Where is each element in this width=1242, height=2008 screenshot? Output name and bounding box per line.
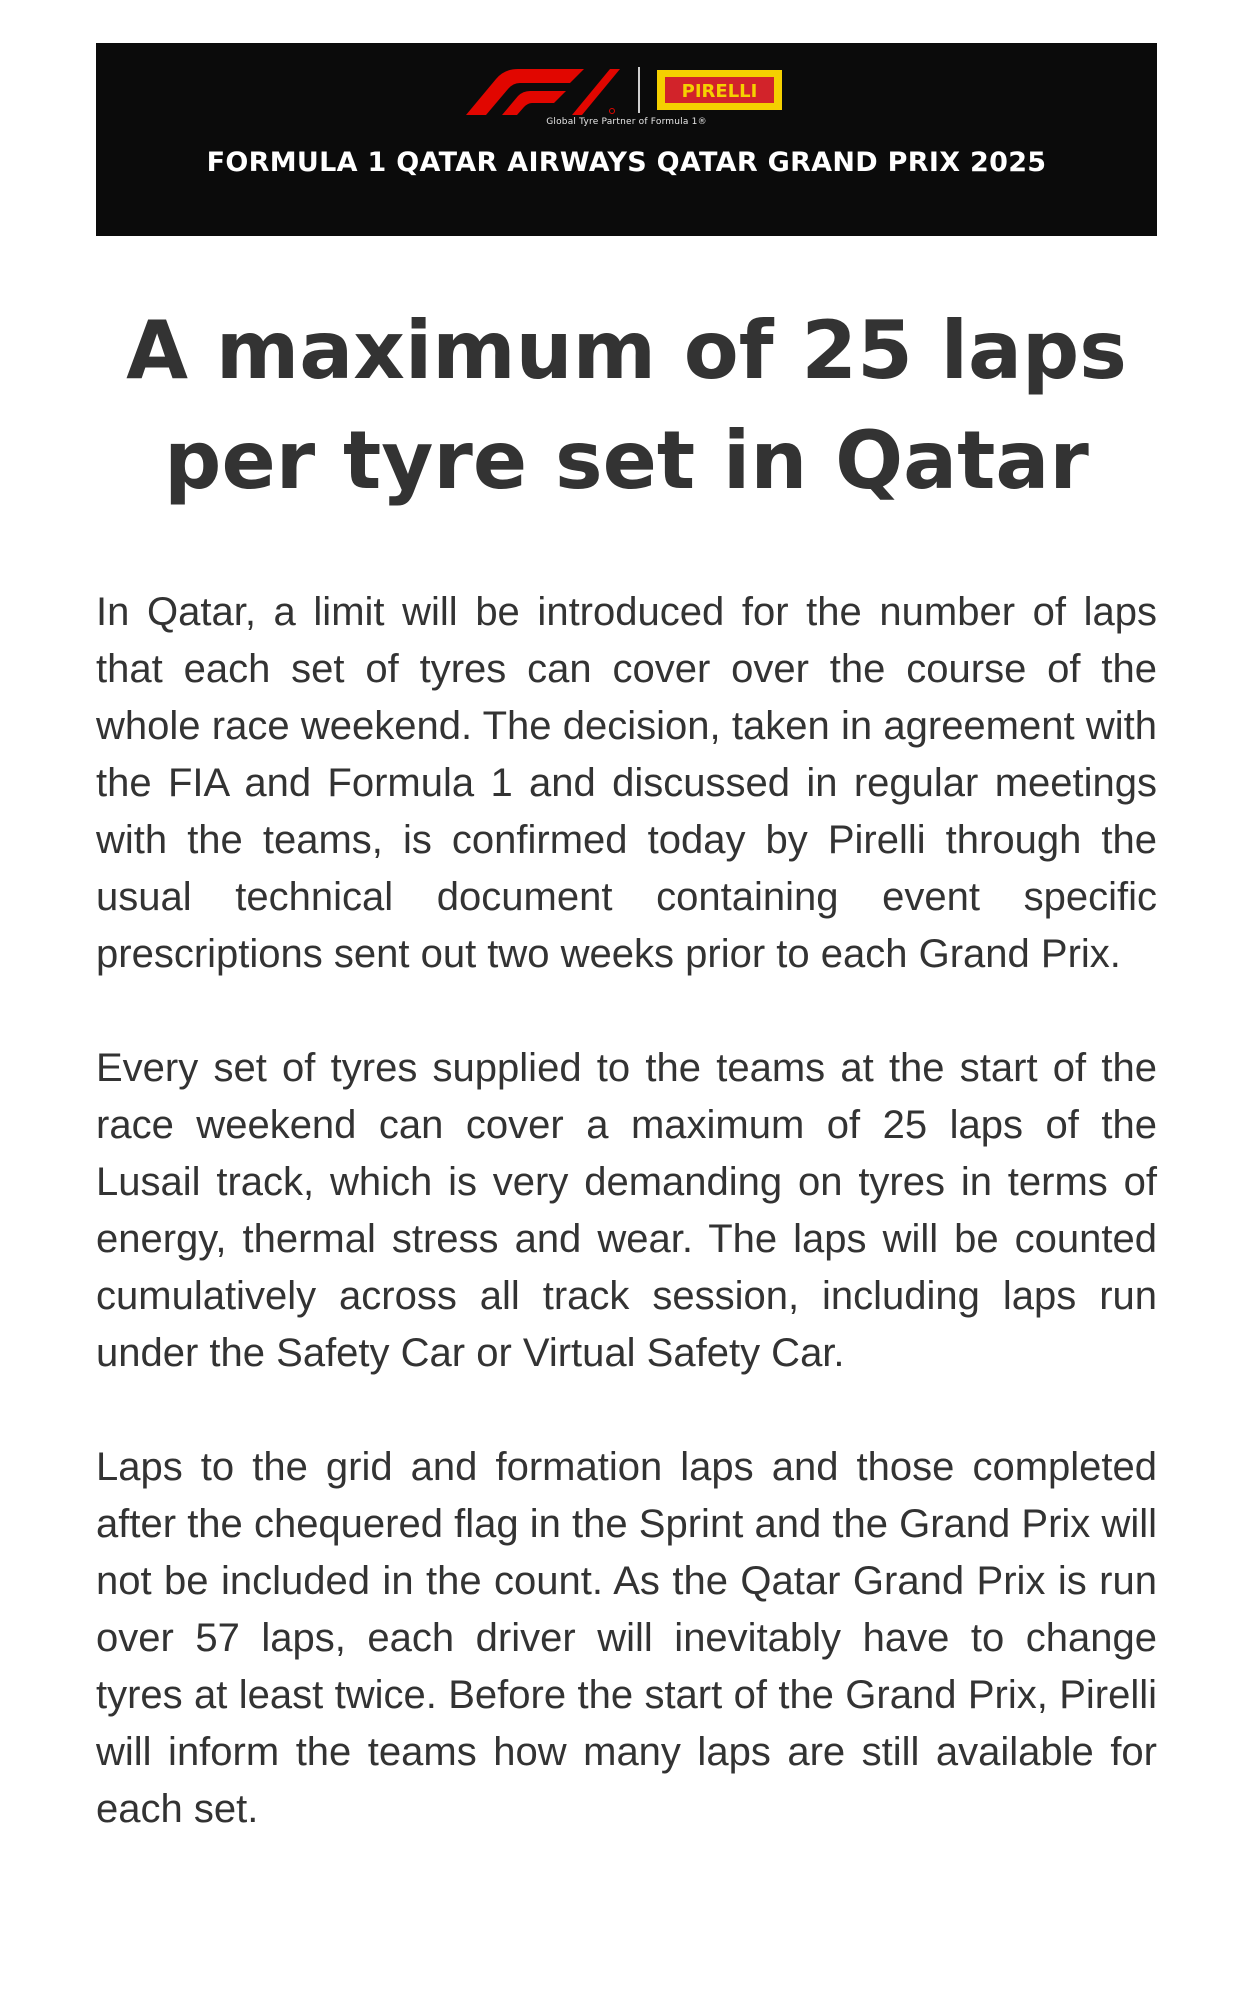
f1-logo-icon: [466, 69, 620, 115]
article-paragraph: Every set of tyres supplied to the teams at the start of the race weekend can cover a maximum of 25 laps of the Lusail track, which is very demanding on tyres in terms of energy, thermal stress and wear. The laps will be counted cumulatively across all track session, including laps run under the Safety Car or Virtual Safety Car.: [96, 1046, 1157, 1375]
logo-divider: [638, 67, 640, 113]
article-paragraph: Laps to the grid and formation laps and those completed after the chequered flag in the Sprint and the Grand Prix will not be included in the count. As the Qatar Grand Prix is run over 57 laps, each driver will inevitably have to change tyres at least twice. Before the start of the Grand Prix, Pirelli will inform the teams how many laps are still available for each set.: [96, 1445, 1157, 1831]
tyre-partner-caption: Global Tyre Partner of Formula 1®: [546, 117, 707, 127]
event-title: FORMULA 1 QATAR AIRWAYS QATAR GRAND PRIX 2025: [206, 147, 1047, 178]
pirelli-logo-text: PIRELLI: [681, 81, 758, 102]
pirelli-logo-icon: [657, 70, 782, 110]
sponsor-logo-row: [96, 67, 1157, 123]
article-paragraph: In Qatar, a limit will be introduced for the number of laps that each set of tyres can cover over the course of the whole race weekend. The decision, taken in agreement with the FIA and Formula 1 and discussed in regular meetings with the teams, is confirmed today by Pirelli through the usual technical document containing event specific prescriptions sent out two weeks prior to each Grand Prix.: [96, 590, 1157, 976]
article-headline: A maximum of 25 laps per tyre set in Qatar: [126, 304, 1127, 507]
event-banner: [96, 43, 1157, 236]
article-body: [96, 584, 1157, 1895]
